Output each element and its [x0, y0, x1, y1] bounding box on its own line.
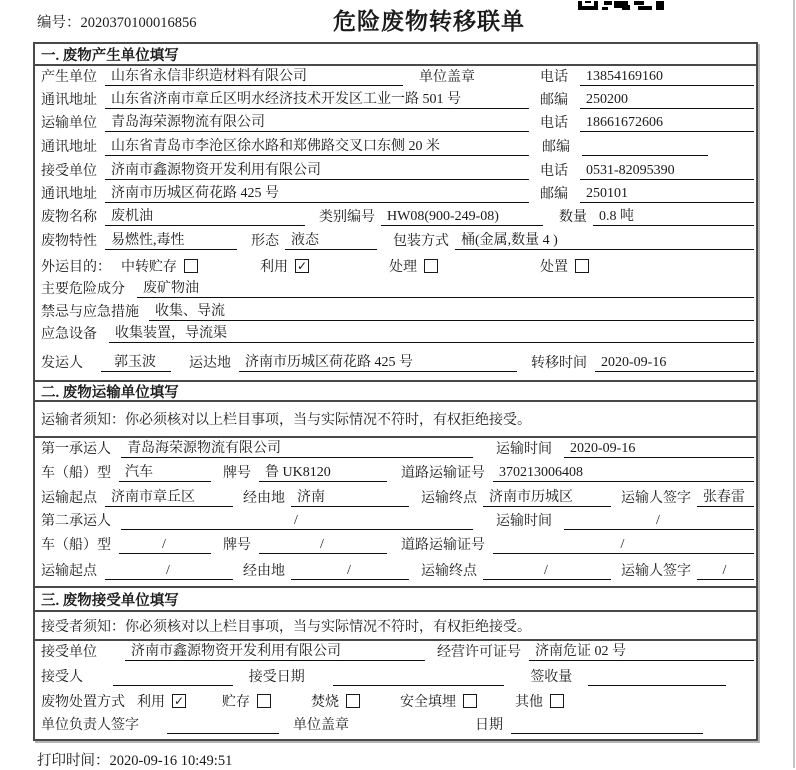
accept-unit-field: 济南市鑫源物资开发利用有限公司	[125, 640, 425, 661]
zip1-label: 邮编	[540, 93, 568, 108]
date-field	[511, 717, 703, 734]
license-label: 经营许可证号	[437, 645, 521, 660]
character-label: 废物特性	[41, 234, 97, 249]
origin2-label: 运输起点	[41, 564, 97, 579]
transporter-field: 青岛海荣源物流有限公司	[105, 111, 529, 132]
disposal-option-other	[515, 691, 564, 711]
disposal-landfill-checkbox	[463, 694, 477, 708]
acceptor-notice: 接受者须知：你必须核对以上栏目事项，当与实际情况不符时，有权拒绝接受。	[35, 612, 756, 641]
vehicle1-field: 汽车	[119, 461, 211, 482]
head-sign-label: 单位负责人签字	[41, 718, 139, 733]
transporter-row	[35, 112, 756, 135]
section2-header: 二. 废物运输单位填写	[35, 380, 756, 402]
end2-field: /	[483, 563, 611, 580]
sign-qty-field	[588, 669, 726, 686]
vehicle1-label: 车（船）型	[41, 466, 111, 481]
carrier2-row	[35, 510, 756, 533]
zip2-field	[582, 139, 708, 156]
taboo-row	[35, 301, 756, 324]
seal-label: 单位盖章	[419, 70, 475, 85]
road2-field: /	[493, 537, 754, 554]
hazard-row	[35, 278, 756, 301]
origin1-label: 运输起点	[41, 491, 97, 506]
disposal-landfill-label: 安全填埋	[400, 695, 456, 710]
dispose-label: 处置	[540, 259, 568, 275]
transporter-label: 运输单位	[41, 116, 97, 131]
via1-field: 济南	[291, 486, 409, 507]
addr3-label: 通讯地址	[41, 187, 97, 202]
road1-label: 道路运输证号	[401, 466, 485, 481]
dispose-checkbox	[575, 259, 589, 273]
time1-label: 运输时间	[496, 442, 552, 457]
form-label: 形态	[251, 234, 279, 249]
category-field: HW08(900-249-08)	[381, 209, 543, 226]
sign-qty-label: 签收量	[530, 670, 573, 685]
sign1-label: 运输人签字	[621, 491, 691, 506]
package-field: 桶(金属,数量 4 )	[455, 229, 754, 250]
form-field: 液态	[285, 229, 377, 250]
section3-header: 三. 废物接受单位填写	[35, 586, 756, 612]
via2-label: 经由地	[243, 564, 285, 579]
carrier1-row	[35, 438, 756, 461]
time1-field: 2020-09-16	[564, 441, 754, 458]
sign1-field: 张春雷	[697, 486, 754, 507]
form-number-label: 编号：	[37, 15, 81, 31]
end2-label: 运输终点	[421, 564, 477, 579]
equip-label: 应急设备	[41, 327, 97, 342]
accept-date-field	[333, 669, 505, 686]
package-label: 包装方式	[393, 234, 449, 249]
vehicle2-field: /	[119, 537, 211, 554]
producer-label: 产生单位	[41, 70, 97, 85]
road2-label: 道路运输证号	[401, 538, 485, 553]
addr1-field: 山东省济南市章丘区明水经济技术开发区工业一路 501 号	[105, 88, 529, 109]
carrier1-label: 第一承运人	[41, 442, 111, 457]
via2-field: /	[291, 563, 409, 580]
transfer-date-field: 2020-09-16	[595, 355, 754, 372]
addr2-field: 山东省青岛市李沧区徐水路和郑佛路交叉口东侧 20 米	[105, 135, 529, 156]
vehicle1-row	[35, 461, 756, 485]
shipper-field: 郭玉波	[101, 351, 171, 372]
disposal-other-label: 其他	[515, 695, 543, 710]
origin2-field: /	[105, 563, 233, 580]
transporter-address-row	[35, 135, 756, 159]
route1-row	[35, 485, 756, 510]
via1-label: 经由地	[243, 491, 285, 506]
page-right-edge	[793, 0, 795, 768]
zip1-field: 250200	[580, 92, 754, 109]
accept-unit-label: 接受单位	[41, 645, 97, 660]
acceptor-row	[35, 664, 756, 689]
producer-row	[35, 66, 756, 89]
phone1-field: 13854169160	[580, 69, 754, 86]
transfer-date-label: 转移时间	[531, 356, 587, 371]
disposal-use-label: 利用	[137, 695, 165, 710]
qr-code-icon	[578, 1, 664, 10]
acceptor-field	[113, 669, 233, 686]
disposal-burn-checkbox	[346, 694, 360, 708]
purpose-option-transit	[121, 256, 198, 276]
disposal-burn-label: 焚烧	[311, 695, 339, 710]
section1-header: 一. 废物产生单位填写	[35, 44, 756, 66]
disposal-label: 废物处置方式	[41, 695, 125, 710]
phone1-label: 电话	[540, 70, 568, 85]
print-time-label: 打印时间：	[37, 753, 110, 769]
hazard-label: 主要危险成分	[41, 282, 125, 297]
plate1-field: 鲁 UK8120	[259, 461, 387, 482]
shipper-row	[35, 346, 756, 380]
zip3-field: 250101	[580, 186, 754, 203]
qty-field: 0.8 吨	[593, 205, 754, 226]
dest-field: 济南市历城区荷花路 425 号	[239, 351, 517, 372]
addr2-label: 通讯地址	[41, 140, 97, 155]
shipper-label: 发运人	[41, 356, 83, 371]
receiver-address-row	[35, 183, 756, 206]
hazard-field: 废矿物油	[137, 277, 754, 298]
form-title: 危险废物转移联单	[333, 9, 525, 34]
sign2-field: /	[697, 563, 754, 580]
phone3-label: 电话	[540, 164, 568, 179]
waste-name-row	[35, 206, 756, 229]
disposal-row	[35, 689, 756, 713]
transit-label: 中转贮存	[121, 259, 177, 275]
qr-code-fragment	[578, 0, 664, 10]
equip-field: 收集装置，导流渠	[109, 322, 754, 343]
waste-name-field: 废机油	[105, 205, 305, 226]
disposal-option-burn	[311, 691, 360, 711]
head-sign-field	[167, 717, 279, 734]
carrier2-label: 第二承运人	[41, 514, 111, 529]
zip2-label: 邮编	[542, 140, 570, 155]
unit-seal-label: 单位盖章	[293, 718, 349, 733]
end1-label: 运输终点	[421, 491, 477, 506]
purpose-row	[35, 253, 756, 278]
time2-field: /	[564, 513, 754, 530]
dest-label: 运达地	[189, 356, 231, 371]
carrier1-field: 青岛海荣源物流有限公司	[121, 437, 473, 458]
sign2-label: 运输人签字	[621, 564, 691, 579]
plate1-label: 牌号	[223, 466, 251, 481]
date-label: 日期	[475, 718, 503, 733]
equip-row	[35, 324, 756, 346]
addr1-label: 通讯地址	[41, 93, 97, 108]
disposal-store-label: 贮存	[222, 695, 250, 710]
use-label: 利用	[260, 259, 288, 275]
carrier2-field: /	[121, 513, 473, 530]
producer-address-row	[35, 89, 756, 112]
waste-character-row	[35, 229, 756, 253]
plate2-label: 牌号	[223, 538, 251, 553]
plate2-field: /	[259, 537, 387, 554]
head-sign-row	[35, 713, 756, 739]
disposal-use-checkbox: ✓	[173, 694, 185, 708]
form-number-value: 2020370100016856	[80, 15, 197, 31]
receiver-field: 济南市鑫源物资开发利用有限公司	[105, 159, 529, 180]
transporter-notice: 运输者须知：你必须核对以上栏目事项，当与实际情况不符时，有权拒绝接受。	[35, 402, 756, 438]
treat-label: 处理	[389, 259, 417, 275]
print-time-line	[37, 749, 232, 770]
disposal-option-store	[222, 691, 271, 711]
transfer-form-table	[33, 42, 758, 741]
origin1-field: 济南市章丘区	[105, 486, 233, 507]
purpose-label: 外运目的：	[41, 259, 111, 275]
phone3-field: 0531-82095390	[580, 163, 754, 180]
category-label: 类别编号	[319, 210, 375, 225]
accept-unit-row	[35, 641, 756, 664]
treat-checkbox	[424, 259, 438, 273]
time2-label: 运输时间	[496, 514, 552, 529]
vehicle2-label: 车（船）型	[41, 538, 111, 553]
purpose-option-dispose	[540, 256, 589, 276]
acceptor-label: 接受人	[41, 670, 83, 685]
route2-row	[35, 557, 756, 586]
vehicle2-row	[35, 533, 756, 557]
zip3-label: 邮编	[540, 187, 568, 202]
producer-field: 山东省永信非织造材料有限公司	[105, 65, 403, 86]
receiver-row	[35, 159, 756, 183]
disposal-option-use	[137, 691, 186, 711]
qty-label: 数量	[559, 210, 587, 225]
phone2-field: 18661672606	[580, 115, 754, 132]
use-checkbox: ✓	[296, 258, 308, 273]
form-number-line	[37, 11, 197, 32]
accept-date-label: 接受日期	[248, 670, 305, 685]
taboo-field: 收集、导流	[149, 300, 754, 321]
purpose-option-treat	[389, 256, 438, 276]
road1-field: 370213006408	[493, 465, 754, 482]
disposal-option-landfill	[400, 691, 477, 711]
addr3-field: 济南市历城区荷花路 425 号	[105, 182, 529, 203]
transit-checkbox	[184, 259, 198, 273]
disposal-other-checkbox	[550, 694, 564, 708]
character-field: 易燃性,毒性	[105, 229, 237, 250]
waste-name-label: 废物名称	[41, 210, 97, 225]
print-time-value: 2020-09-16 10:49:51	[109, 753, 233, 769]
taboo-label: 禁忌与应急措施	[41, 305, 139, 320]
receiver-label: 接受单位	[41, 164, 97, 179]
license-field: 济南危证 02 号	[529, 640, 754, 661]
end1-field: 济南市历城区	[483, 486, 611, 507]
phone2-label: 电话	[540, 116, 568, 131]
purpose-option-use	[260, 256, 309, 276]
disposal-store-checkbox	[257, 694, 271, 708]
